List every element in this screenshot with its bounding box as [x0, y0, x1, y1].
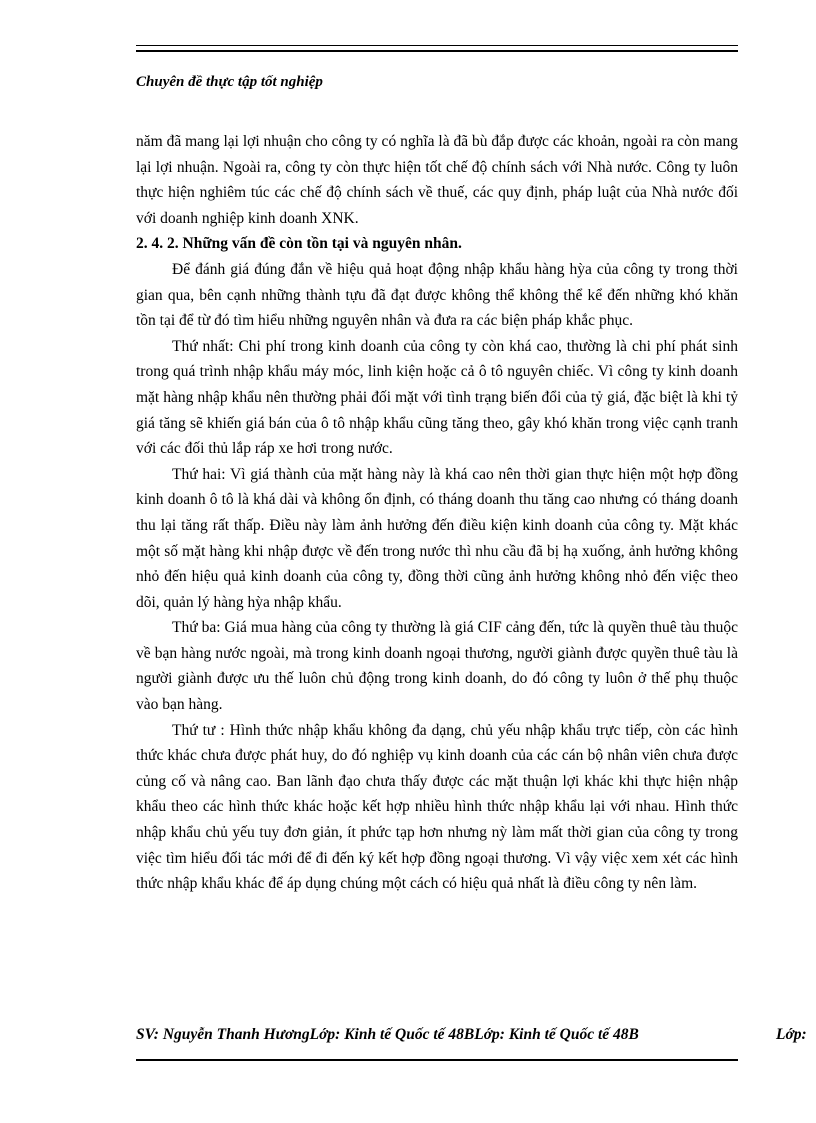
- footer-rule: [136, 1059, 738, 1061]
- page-footer-right: Lớp:: [776, 1026, 807, 1043]
- page-footer: SV: Nguyễn Thanh HươngLớp: Kinh tế Quốc tế 48BLớp: Kinh tế Quốc tế 48B: [136, 1026, 639, 1043]
- header-rule: [136, 45, 738, 52]
- paragraph: Thứ tư : Hình thức nhập khẩu không đa dạng, chủ yếu nhập khẩu trực tiếp, còn các hình thức khác chưa được phát huy, do đó nghiệp vụ kinh doanh của các cán bộ nhân viên chưa được củng cố và nâng cao. Ban lãnh đạo chưa thấy được các mặt thuận lợi khác khi thực hiện nhập khẩu theo các hình thức khác hoặc kết hợp nhiều hình thức nhập khẩu lại với nhau. Hình thức nhập khẩu chủ yếu tuy đơn giản, ít phức tạp hơn nhưng nỳ làm mất thời gian của công ty trong việc tìm hiểu đối tác mới để đi đến ký kết hợp đồng ngoại thương. Vì vậy việc xem xét các hình thức nhập khẩu khác để áp dụng chúng một cách có hiệu quả nhất là điều công ty nên làm.: [136, 721, 738, 893]
- paragraph: Thứ ba: Giá mua hàng của công ty thường là giá CIF cảng đến, tức là quyền thuê tàu thuộc về bạn hàng nước ngoài, mà trong kinh doanh ngoại thương, người giành được quyền thuê tàu là người giành được ưu thế luôn chủ động trong kinh doanh, do đó công ty luôn ở thế phụ thuộc vào bạn hàng.: [136, 619, 738, 714]
- paragraph: năm đã mang lại lợi nhuận cho công ty có nghĩa là đã bù đắp được các khoản, ngoài ra còn mang lại lợi nhuận. Ngoài ra, công ty còn thực hiện tốt chế độ chính sách với Nhà nước. Công ty luôn thực hiện nghiêm túc các chế độ chính sách về thuế, các quy định, pháp luật của Nhà nước đối với doanh nghiệp kinh doanh XNK.: [136, 133, 738, 227]
- page-content: [136, 129, 738, 897]
- page-header: Chuyên đề thực tập tốt nghiệp: [136, 74, 323, 90]
- section-heading: 2. 4. 2. Những vấn đề còn tồn tại và nguyên nhân.: [136, 235, 462, 253]
- paragraph: Thứ nhất: Chi phí trong kinh doanh của công ty còn khá cao, thường là chi phí phát sinh trong quá trình nhập khẩu máy móc, linh kiện hoặc cả ô tô nguyên chiếc. Vì công ty kinh doanh mặt hàng nhập khẩu nên thường phải đối mặt với tình trạng biến đổi của tỷ giá, đặc biệt là khi tỷ giá tăng sẽ khiến giá bán của ô tô nhập khẩu cũng tăng theo, gây khó khăn trong việc cạnh tranh với các đối thủ lắp ráp xe hơi trong nước.: [136, 337, 738, 458]
- paragraph: Thứ hai: Vì giá thành của mặt hàng này là khá cao nên thời gian thực hiện một hợp đồng kinh doanh ô tô là khá dài và không ổn định, có tháng doanh thu tăng cao nhưng có tháng doanh thu lại tăng rất thấp. Điều này làm ảnh hưởng đến điều kiện kinh doanh của công ty. Mặt khác một số mặt hàng khi nhập được về đến trong nước thì nhu cầu đã bị hạ xuống, ảnh hưởng không nhỏ đến hiệu quả kinh doanh của công ty, đồng thời cũng ảnh hưởng không nhỏ đến việc theo dõi, quản lý hàng hỳa nhập khẩu.: [136, 465, 738, 611]
- paragraph: Để đánh giá đúng đắn về hiệu quả hoạt động nhập khẩu hàng hỳa của công ty trong thời gian qua, bên cạnh những thành tựu đã đạt được không thể không thể kể đến những khó khăn tồn tại để từ đó tìm hiểu những nguyên nhân và đưa ra các biện pháp khắc phục.: [136, 260, 738, 330]
